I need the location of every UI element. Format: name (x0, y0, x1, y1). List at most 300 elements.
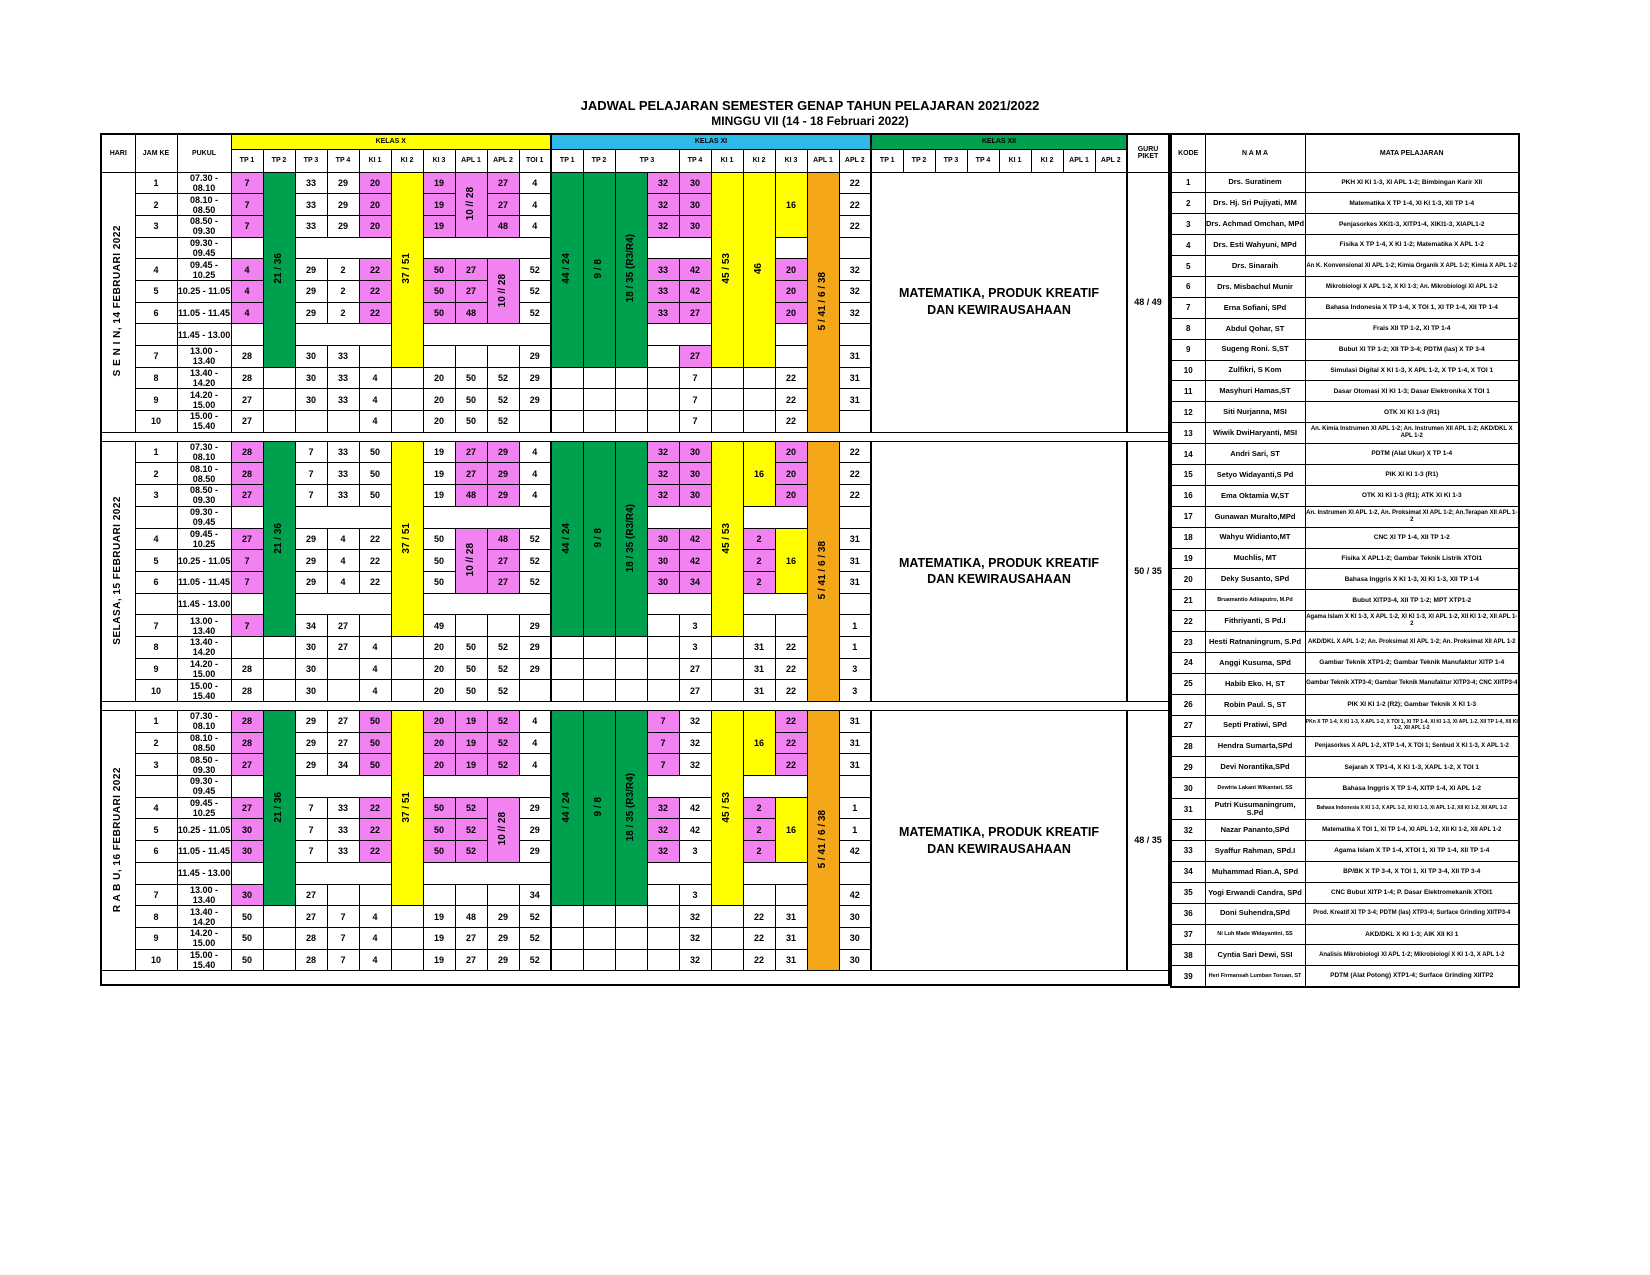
schedule-cell: 33 (327, 367, 359, 389)
schedule-cell (743, 411, 775, 433)
schedule-cell (647, 506, 711, 528)
period-time: 13.00 - 13.40 (177, 346, 231, 368)
schedule-cell: 28 (231, 658, 263, 680)
schedule-cell: 30 (231, 819, 263, 841)
schedule-cell: 52 (519, 528, 551, 550)
schedule-cell: 20 (775, 280, 807, 302)
schedule-cell (423, 237, 551, 259)
schedule-cell: 52 (519, 259, 551, 281)
teacher-row (1171, 485, 1519, 506)
teacher-row (1171, 966, 1519, 987)
schedule-cell: 18 / 35 (R3/R4) (615, 441, 647, 636)
column-header: TP 2 (263, 149, 295, 172)
schedule-cell (551, 927, 583, 949)
teacher-subjects: Frais XII TP 1-2, XI TP 1-4 (1305, 318, 1519, 339)
schedule-cell (551, 658, 583, 680)
teacher-subjects: PIK XI KI 1-3 (R1) (1305, 464, 1519, 485)
schedule-cell (391, 658, 423, 680)
schedule-cell: 50 (359, 732, 391, 754)
schedule-cell: 50 (455, 367, 487, 389)
schedule-cell (647, 237, 711, 259)
schedule-cell (455, 346, 487, 368)
column-header: APL 2 (487, 149, 519, 172)
period-number (135, 862, 177, 884)
schedule-cell: 50 (231, 906, 263, 928)
period-number: 9 (135, 658, 177, 680)
schedule-cell: 30 (839, 906, 871, 928)
teacher-row (1171, 339, 1519, 360)
schedule-cell: 52 (519, 280, 551, 302)
schedule-cell: 29 (295, 302, 327, 324)
schedule-cell (231, 324, 263, 346)
schedule-cell (295, 862, 391, 884)
schedule-cell: 7 (295, 797, 327, 819)
period-time: 11.45 - 13.00 (177, 862, 231, 884)
schedule-cell (775, 237, 807, 259)
schedule-cell: 52 (519, 949, 551, 971)
teacher-subjects: Bahasa Inggris X KI 1-3, XI KI 1-3, XII TP 1-4 (1305, 569, 1519, 590)
mapel-header: MATA PELAJARAN (1305, 134, 1519, 172)
schedule-cell: 27 (455, 927, 487, 949)
jam-ke-header: JAM KE (135, 134, 177, 172)
schedule-cell: 22 (775, 680, 807, 702)
schedule-cell: 7 (679, 367, 711, 389)
schedule-cell: 1 (839, 819, 871, 841)
schedule-cell: 34 (679, 571, 711, 593)
schedule-cell (615, 658, 647, 680)
schedule-cell: 31 (743, 636, 775, 658)
schedule-cell: 19 (423, 194, 455, 216)
teacher-subjects: Bubut XI TP 1-2; XII TP 3-4; PDTM (las) X TP 3-4 (1305, 339, 1519, 360)
teacher-code: 14 (1171, 444, 1205, 465)
schedule-cell: 4 (519, 441, 551, 463)
schedule-cell (743, 389, 775, 411)
schedule-cell: 4 (231, 302, 263, 324)
schedule-cell (839, 776, 871, 798)
period-time: 15.00 - 15.40 (177, 949, 231, 971)
period-number (135, 776, 177, 798)
teacher-row (1171, 945, 1519, 966)
teacher-name: Muhammad Rian.A, SPd (1205, 861, 1305, 882)
schedule-cell: 27 (455, 441, 487, 463)
schedule-cell: 33 (647, 302, 679, 324)
schedule-cell: 52 (487, 658, 519, 680)
schedule-cell: 3 (679, 884, 711, 906)
teacher-code: 11 (1171, 381, 1205, 402)
schedule-cell: 29 (487, 949, 519, 971)
schedule-cell: 30 (679, 485, 711, 507)
schedule-cell: 48 (455, 485, 487, 507)
schedule-cell: 28 (295, 927, 327, 949)
schedule-cell: 2 (327, 302, 359, 324)
schedule-cell (359, 346, 391, 368)
schedule-cell (647, 927, 679, 949)
column-header: TP 4 (679, 149, 711, 172)
schedule-cell: 32 (839, 280, 871, 302)
schedule-cell (295, 506, 391, 528)
period-time: 07.30 - 08.10 (177, 441, 231, 463)
schedule-cell: 4 (231, 280, 263, 302)
schedule-cell: 31 (775, 906, 807, 928)
period-number (135, 506, 177, 528)
period-time: 15.00 - 15.40 (177, 411, 231, 433)
schedule-cell: 9 / 8 (583, 711, 615, 906)
schedule-cell: 20 (359, 215, 391, 237)
teacher-name: Doni Suhendra,SPd (1205, 903, 1305, 924)
schedule-cell: 1 (839, 615, 871, 637)
teacher-name: Masyhuri Hamas,ST (1205, 381, 1305, 402)
schedule-cell (327, 658, 359, 680)
schedule-cell: 4 (359, 636, 391, 658)
teacher-code: 35 (1171, 882, 1205, 903)
schedule-cell: 2 (743, 528, 775, 550)
schedule-cell: 5 / 41 / 6 / 38 (807, 441, 839, 701)
schedule-cell (359, 615, 391, 637)
schedule-cell (359, 884, 391, 906)
period-number: 9 (135, 927, 177, 949)
teacher-row (1171, 214, 1519, 235)
schedule-cell: 7 (231, 571, 263, 593)
teacher-row (1171, 673, 1519, 694)
period-number: 6 (135, 571, 177, 593)
schedule-cell: 31 (839, 711, 871, 733)
schedule-cell: 30 (295, 658, 327, 680)
column-header: TOI 1 (519, 149, 551, 172)
schedule-cell: 29 (487, 463, 519, 485)
schedule-cell: 29 (295, 259, 327, 281)
schedule-cell: 50 (455, 680, 487, 702)
schedule-cell (743, 862, 807, 884)
schedule-cell: 22 (359, 528, 391, 550)
schedule-cell: 50 (423, 259, 455, 281)
schedule-cell (455, 615, 487, 637)
teacher-code: 17 (1171, 506, 1205, 527)
schedule-cell (583, 906, 615, 928)
day-label: S E N I N, 14 FEBRUARI 2022 (101, 172, 135, 432)
teacher-row (1171, 276, 1519, 297)
period-number: 1 (135, 711, 177, 733)
schedule-cell: 19 (423, 949, 455, 971)
schedule-cell: 32 (647, 485, 679, 507)
schedule-cell (615, 367, 647, 389)
schedule-cell: 22 (775, 411, 807, 433)
schedule-cell: 32 (839, 259, 871, 281)
period-time: 10.25 - 11.05 (177, 280, 231, 302)
schedule-cell (423, 884, 455, 906)
schedule-cell: 20 (423, 636, 455, 658)
schedule-cell (647, 658, 679, 680)
schedule-cell (263, 906, 295, 928)
schedule-cell: 42 (679, 280, 711, 302)
teacher-code: 1 (1171, 172, 1205, 193)
schedule-cell (519, 411, 551, 433)
schedule-cell: 3 (839, 658, 871, 680)
teacher-name: Gunawan Muralto,MPd (1205, 506, 1305, 527)
schedule-cell: 16 (775, 172, 807, 237)
period-number: 8 (135, 636, 177, 658)
column-header: KI 1 (999, 149, 1031, 172)
schedule-cell: 4 (327, 571, 359, 593)
schedule-cell (743, 776, 807, 798)
schedule-cell: 22 (359, 280, 391, 302)
teacher-subjects: Gambar Teknik XTP3-4; Gambar Teknik Manufaktur XITP3-4; CNC XIITP3-4 (1305, 673, 1519, 694)
kelas-x-band: KELAS X (231, 134, 551, 149)
schedule-cell (263, 680, 295, 702)
schedule-cell: 33 (327, 841, 359, 863)
schedule-cell: 50 (423, 571, 455, 593)
schedule-cell: 16 (743, 441, 775, 506)
period-time: 08.50 - 09.30 (177, 485, 231, 507)
schedule-cell: 27 (231, 485, 263, 507)
schedule-cell (711, 949, 743, 971)
schedule-cell: 52 (455, 797, 487, 819)
schedule-cell: 50 (455, 411, 487, 433)
schedule-row (101, 441, 1169, 463)
hari-header: HARI (101, 134, 135, 172)
schedule-cell: 20 (423, 367, 455, 389)
schedule-cell: 20 (775, 302, 807, 324)
schedule-cell: 27 (295, 906, 327, 928)
schedule-cell: 3 (679, 841, 711, 863)
schedule-cell: 29 (519, 636, 551, 658)
schedule-cell (647, 411, 679, 433)
schedule-cell: 32 (679, 927, 711, 949)
schedule-cell: 33 (327, 346, 359, 368)
schedule-cell: 27 (455, 280, 487, 302)
schedule-cell (839, 324, 871, 346)
schedule-cell (711, 389, 743, 411)
schedule-cell (295, 411, 327, 433)
period-time: 07.30 - 08.10 (177, 172, 231, 194)
teacher-code: 39 (1171, 966, 1205, 987)
schedule-cell (423, 862, 551, 884)
schedule-cell: 16 (743, 711, 775, 776)
schedule-cell (743, 593, 807, 615)
schedule-cell: 50 (423, 841, 455, 863)
schedule-cell: 50 (359, 485, 391, 507)
period-time: 13.40 - 14.20 (177, 906, 231, 928)
schedule-cell: 29 (519, 819, 551, 841)
schedule-cell: 4 (519, 754, 551, 776)
period-number: 1 (135, 172, 177, 194)
schedule-cell: 29 (519, 797, 551, 819)
column-header: APL 2 (1095, 149, 1127, 172)
teacher-subjects: Fisika X APL1-2; Gambar Teknik Listrik XTOI1 (1305, 548, 1519, 569)
schedule-cell (231, 506, 263, 528)
teacher-code: 3 (1171, 214, 1205, 235)
teacher-row (1171, 861, 1519, 882)
schedule-cell: 33 (327, 819, 359, 841)
schedule-cell: 32 (679, 949, 711, 971)
schedule-cell (263, 636, 295, 658)
teacher-subjects: Gambar Teknik XTP1-2; Gambar Teknik Manufaktur XITP 1-4 (1305, 652, 1519, 673)
schedule-cell: 20 (775, 259, 807, 281)
teacher-name: Erna Sofiani, SPd (1205, 297, 1305, 318)
schedule-cell: 27 (231, 389, 263, 411)
teacher-name: Septi Pratiwi, SPd (1205, 715, 1305, 736)
period-number: 2 (135, 194, 177, 216)
teacher-name: Andri Sari, ST (1205, 444, 1305, 465)
period-time: 11.05 - 11.45 (177, 571, 231, 593)
schedule-cell: 28 (231, 463, 263, 485)
schedule-cell: 32 (647, 819, 679, 841)
teacher-name: Nazar Pananto,SPd (1205, 820, 1305, 841)
teacher-row (1171, 548, 1519, 569)
teacher-row (1171, 799, 1519, 820)
schedule-cell: 21 / 36 (263, 172, 295, 367)
schedule-cell: 28 (231, 441, 263, 463)
schedule-cell: 27 (455, 259, 487, 281)
schedule-cell (583, 636, 615, 658)
period-number: 3 (135, 485, 177, 507)
period-number: 9 (135, 389, 177, 411)
column-header: TP 3 (935, 149, 967, 172)
teacher-code: 20 (1171, 569, 1205, 590)
schedule-cell: 20 (423, 754, 455, 776)
kelas-xii-note: MATEMATIKA, PRODUK KREATIF DAN KEWIRAUSAHAAN (871, 172, 1127, 432)
schedule-cell: 50 (423, 528, 455, 550)
schedule-cell: 30 (231, 841, 263, 863)
schedule-cell (391, 927, 423, 949)
kelas-xii-note: MATEMATIKA, PRODUK KREATIF DAN KEWIRAUSAHAAN (871, 441, 1127, 701)
schedule-cell: 19 (423, 463, 455, 485)
teacher-name: Ni Luh Made Widayantini, SS (1205, 924, 1305, 945)
schedule-cell (711, 927, 743, 949)
schedule-cell: 42 (679, 259, 711, 281)
schedule-cell: 3 (839, 680, 871, 702)
teacher-code: 29 (1171, 757, 1205, 778)
teacher-name: Drs. Hj. Sri Pujiyati, MM (1205, 193, 1305, 214)
schedule-cell: 20 (423, 680, 455, 702)
schedule-cell: 27 (679, 302, 711, 324)
schedule-cell: 20 (423, 389, 455, 411)
schedule-cell: 34 (327, 754, 359, 776)
teacher-subjects: AKD/DKL X APL 1-2; An. Proksimat XI APL 1-2; An. Proksimat XII APL 1-2 (1305, 632, 1519, 653)
schedule-cell: 10 // 28 (487, 797, 519, 862)
period-number: 6 (135, 841, 177, 863)
schedule-cell: 50 (423, 302, 455, 324)
teacher-subjects: CNC XI TP 1-4, XII TP 1-2 (1305, 527, 1519, 548)
schedule-cell: 29 (327, 194, 359, 216)
teacher-name: Yogi Erwandi Candra, SPd (1205, 882, 1305, 903)
period-number: 4 (135, 528, 177, 550)
schedule-cell: 42 (839, 884, 871, 906)
teacher-row (1171, 841, 1519, 862)
guru-piket-value: 50 / 35 (1127, 441, 1169, 701)
schedule-cell: 37 / 51 (391, 172, 423, 367)
schedule-cell: 4 (359, 367, 391, 389)
schedule-cell: 4 (519, 485, 551, 507)
teacher-name: Sugeng Roni. S,ST (1205, 339, 1305, 360)
schedule-cell: 50 (359, 711, 391, 733)
teacher-row (1171, 736, 1519, 757)
teacher-code: 9 (1171, 339, 1205, 360)
schedule-cell: 52 (487, 367, 519, 389)
schedule-cell: 7 (231, 215, 263, 237)
schedule-cell: 19 (423, 485, 455, 507)
schedule-cell: 29 (519, 389, 551, 411)
schedule-cell: 50 (231, 949, 263, 971)
schedule-cell (551, 680, 583, 702)
schedule-cell (295, 324, 391, 346)
schedule-cell: 29 (295, 550, 327, 572)
period-number: 10 (135, 949, 177, 971)
schedule-cell: 31 (775, 927, 807, 949)
teacher-subjects: Bahasa Indonesia X TP 1-4, X TOI 1, XI TP 1-4, XII TP 1-4 (1305, 297, 1519, 318)
schedule-cell: 50 (455, 389, 487, 411)
schedule-cell: 52 (487, 711, 519, 733)
schedule-cell (327, 680, 359, 702)
schedule-cell: 19 (455, 711, 487, 733)
schedule-cell: 19 (423, 172, 455, 194)
schedule-cell: 48 (487, 215, 519, 237)
schedule-cell (647, 862, 711, 884)
teacher-code: 10 (1171, 360, 1205, 381)
schedule-cell (295, 593, 391, 615)
teacher-subjects: OTK XI KI 1-3 (R1); ATK XI KI 1-3 (1305, 485, 1519, 506)
schedule-cell: 27 (327, 636, 359, 658)
column-header: APL 1 (455, 149, 487, 172)
teacher-code: 6 (1171, 276, 1205, 297)
schedule-cell: 5 / 41 / 6 / 38 (807, 172, 839, 432)
teacher-subjects: Matematika X TP 1-4, XI KI 1-3, XII TP 1-4 (1305, 193, 1519, 214)
teacher-name: Zulfikri, S Kom (1205, 360, 1305, 381)
teacher-header-row (1171, 134, 1519, 172)
schedule-cell: 22 (775, 658, 807, 680)
teacher-subjects: PKH XI KI 1-3, XI APL 1-2; Bimbingan Karir XII (1305, 172, 1519, 193)
period-number: 4 (135, 797, 177, 819)
schedule-cell (551, 389, 583, 411)
schedule-cell: 20 (775, 463, 807, 485)
schedule-cell: 22 (359, 571, 391, 593)
period-time: 13.00 - 13.40 (177, 884, 231, 906)
schedule-cell (647, 346, 679, 368)
teacher-row (1171, 611, 1519, 632)
schedule-cell: 30 (679, 441, 711, 463)
schedule-cell (647, 367, 679, 389)
period-number (135, 324, 177, 346)
column-header: TP 4 (967, 149, 999, 172)
period-time: 09.45 - 10.25 (177, 259, 231, 281)
teacher-name: Drs. Achmad Omchan, MPd (1205, 214, 1305, 235)
schedule-cell (583, 658, 615, 680)
column-header: KI 2 (743, 149, 775, 172)
teacher-subjects: OTK XI KI 1-3 (R1) (1305, 402, 1519, 423)
schedule-cell: 52 (455, 841, 487, 863)
column-header: KI 2 (391, 149, 423, 172)
teacher-code: 28 (1171, 736, 1205, 757)
teacher-code: 22 (1171, 611, 1205, 632)
period-number: 8 (135, 906, 177, 928)
schedule-cell: 52 (519, 302, 551, 324)
column-header: APL 1 (807, 149, 839, 172)
title-block (100, 98, 1520, 129)
schedule-cell: 52 (455, 819, 487, 841)
period-number: 7 (135, 615, 177, 637)
schedule-cell: 33 (327, 441, 359, 463)
schedule-cell (583, 927, 615, 949)
schedule-cell: 21 / 36 (263, 441, 295, 636)
schedule-cell (711, 636, 743, 658)
content-area (100, 133, 1520, 988)
schedule-cell: 22 (359, 819, 391, 841)
period-number: 4 (135, 259, 177, 281)
teacher-name: Robin Paul. S, ST (1205, 694, 1305, 715)
column-header: TP 4 (327, 149, 359, 172)
schedule-cell (647, 324, 711, 346)
schedule-cell: 32 (647, 463, 679, 485)
schedule-cell: 22 (839, 485, 871, 507)
